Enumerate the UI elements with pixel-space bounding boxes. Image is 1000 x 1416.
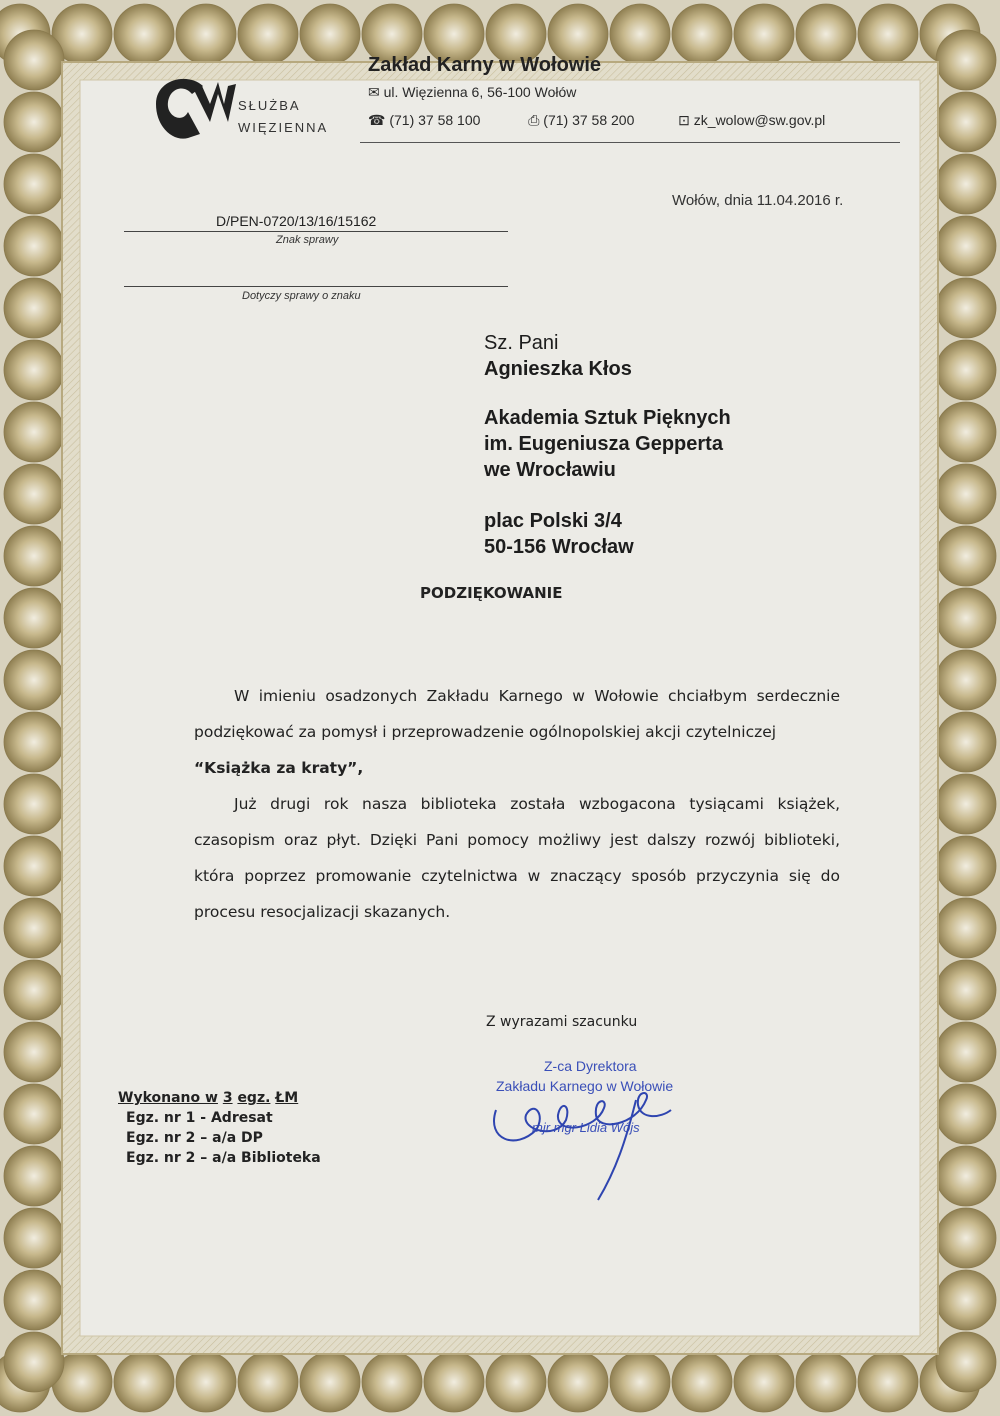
case-number: D/PEN-0720/13/16/15162 [216, 213, 377, 229]
border-scallop [936, 1332, 996, 1392]
border-scallop [238, 1352, 298, 1412]
stamp-line-3: mjr mgr Lidia Wójs [532, 1120, 640, 1135]
recipient-organization [484, 405, 731, 483]
stamp-line-1: Z-ca Dyrektora [544, 1058, 637, 1074]
recipient-city: 50-156 Wrocław [484, 536, 634, 558]
border-scallop [936, 92, 996, 152]
fax-text: (71) 37 58 200 [543, 112, 635, 128]
border-scallop [4, 526, 64, 586]
border-scallop [796, 4, 856, 64]
border-scallop [4, 216, 64, 276]
border-scallop [936, 216, 996, 276]
border-scallop [936, 154, 996, 214]
org-line-3: we Wrocławiu [484, 459, 616, 481]
campaign-name: “Książka za kraty”, [194, 759, 364, 777]
border-scallop [936, 712, 996, 772]
border-scallop [936, 402, 996, 462]
case-label: Znak sprawy [276, 234, 339, 246]
border-scallop [936, 526, 996, 586]
border-scallop [4, 340, 64, 400]
stamp-line-2: Zakładu Karnego w Wołowie [496, 1078, 674, 1094]
border-scallop [4, 278, 64, 338]
border-scallop [936, 774, 996, 834]
copy-item: Egz. nr 2 – a/a Biblioteka [126, 1150, 321, 1166]
border-scallop [858, 1352, 918, 1412]
border-scallop [4, 30, 64, 90]
handwritten-signature [486, 1060, 686, 1210]
recipient-address [484, 508, 634, 560]
border-scallop [4, 464, 64, 524]
border-scallop [4, 650, 64, 710]
border-scallop [936, 1084, 996, 1144]
phone-text: (71) 37 58 100 [389, 112, 481, 128]
paragraph-1 [194, 678, 840, 750]
border-scallop [4, 402, 64, 462]
border-scallop [936, 1146, 996, 1206]
border-scallop [936, 1022, 996, 1082]
border-scallop [796, 1352, 856, 1412]
envelope-icon: ✉ [368, 84, 380, 100]
border-scallop [548, 1352, 608, 1412]
recipient-name: Agnieszka Kłos [484, 358, 632, 380]
reference-line [124, 286, 508, 287]
border-scallop [4, 960, 64, 1020]
border-scallop [936, 278, 996, 338]
copies-count: 3 [222, 1090, 233, 1106]
border-scallop [936, 1270, 996, 1330]
border-scallop [424, 1352, 484, 1412]
border-scallop [114, 4, 174, 64]
letter-title: PODZIĘKOWANIE [420, 584, 563, 602]
org-line-2: im. Eugeniusza Gepperta [484, 433, 723, 455]
paragraph-1-text: W imieniu osadzonych Zakładu Karnego w Wołowie chciałbym serdecznie podziękować za pomysł i przeprowadzenie ogólnopolskiej akcji czytelniczej [194, 687, 840, 741]
border-scallop [4, 92, 64, 152]
border-scallop [936, 30, 996, 90]
border-scallop [486, 1352, 546, 1412]
border-scallop [4, 1146, 64, 1206]
border-scallop [672, 4, 732, 64]
recipient-block [484, 330, 632, 382]
recipient-salutation: Sz. Pani [484, 332, 559, 354]
institution-name: Zakład Karny w Wołowie [368, 54, 602, 76]
border-scallop [936, 836, 996, 896]
email-icon: ⊡ [678, 112, 690, 128]
border-scallop [4, 1332, 64, 1392]
recipient-street: plac Polski 3/4 [484, 510, 622, 532]
org-line-1: Akademia Sztuk Pięknych [484, 407, 731, 429]
border-scallop [936, 464, 996, 524]
border-scallop [4, 588, 64, 648]
border-scallop [936, 650, 996, 710]
border-scallop [734, 4, 794, 64]
letter-body [194, 678, 840, 930]
border-scallop [4, 898, 64, 958]
logo-text-line2: WIĘZIENNA [238, 120, 329, 135]
border-scallop [362, 1352, 422, 1412]
copies-block [118, 1088, 321, 1168]
header-divider [360, 142, 900, 143]
copy-item: Egz. nr 1 - Adresat [126, 1110, 273, 1126]
border-scallop [936, 588, 996, 648]
border-scallop [4, 1084, 64, 1144]
border-scallop [936, 898, 996, 958]
border-scallop [238, 4, 298, 64]
border-scallop [672, 1352, 732, 1412]
phone-icon: ☎ [368, 112, 386, 128]
border-scallop [4, 712, 64, 772]
border-scallop [4, 1270, 64, 1330]
border-scallop [610, 1352, 670, 1412]
closing-phrase: Z wyrazami szacunku [486, 1014, 638, 1030]
logo-text-line1: SŁUŻBA [238, 98, 301, 113]
email-text: zk_wolow@sw.gov.pl [693, 112, 826, 128]
case-number-line [124, 231, 508, 232]
border-scallop [858, 4, 918, 64]
border-scallop [734, 1352, 794, 1412]
border-scallop [936, 960, 996, 1020]
copies-prefix: Wykonano w [118, 1090, 218, 1106]
letter-date: Wołów, dnia 11.04.2016 r. [672, 192, 844, 209]
paragraph-2 [194, 786, 840, 930]
fax-icon: ⎙ [528, 112, 540, 128]
border-scallop [4, 1022, 64, 1082]
sluzba-wiezienna-logo [148, 64, 238, 144]
reference-label: Dotyczy sprawy o znaku [242, 290, 361, 302]
border-scallop [300, 4, 360, 64]
border-scallop [610, 4, 670, 64]
paragraph-2-text: Już drugi rok nasza biblioteka została wzbogacona tysiącami książek, czasopism oraz płyt. Dzięki Pani pomocy możliwy jest dalszy rozwój biblioteki, która poprzez promowanie czytelnictwa w znaczący sposób przyczynia się do procesu resocjalizacji skazanych. [194, 795, 840, 921]
border-scallop [176, 4, 236, 64]
border-scallop [4, 774, 64, 834]
contact-row [368, 112, 825, 129]
copies-initials: ŁM [275, 1090, 299, 1106]
address-row [368, 84, 576, 101]
border-scallop [936, 1208, 996, 1268]
border-scallop [176, 1352, 236, 1412]
copy-item: Egz. nr 2 – a/a DP [126, 1130, 263, 1146]
address-text: ul. Więzienna 6, 56-100 Wołów [383, 84, 577, 100]
copies-unit: egz. [237, 1090, 271, 1106]
border-scallop [4, 154, 64, 214]
border-scallop [936, 340, 996, 400]
copies-heading [118, 1088, 321, 1108]
border-scallop [114, 1352, 174, 1412]
border-scallop [4, 836, 64, 896]
border-scallop [4, 1208, 64, 1268]
border-scallop [300, 1352, 360, 1412]
